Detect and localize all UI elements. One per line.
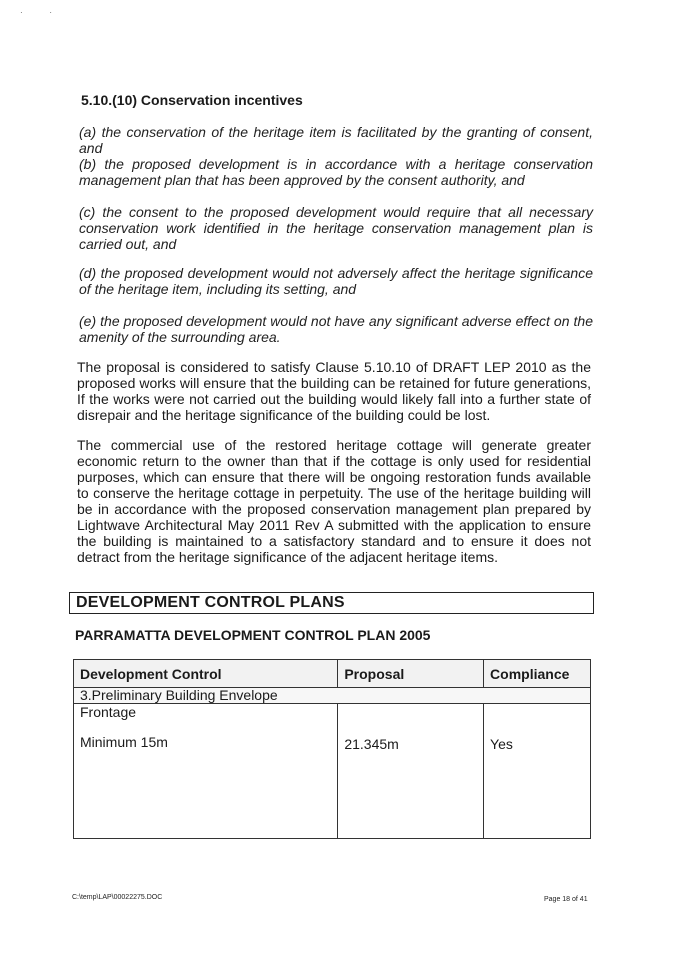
dcp-heading-box — [69, 592, 594, 614]
header-proposal: Proposal — [338, 660, 484, 688]
table-subsection-row — [74, 688, 591, 704]
subsection-label: 3.Preliminary Building Envelope — [74, 688, 591, 704]
compliance-cell: Yes — [484, 704, 591, 839]
clause-e: (e) the proposed development would not have any significant adverse effect on the amenity of the surrounding area. — [79, 313, 593, 345]
clause-a: (a) the conservation of the heritage item is facilitated by the granting of consent, and — [79, 124, 593, 156]
proposal-cell: 21.345m — [338, 704, 484, 839]
clause-b: (b) the proposed development is in accordance with a heritage conservation management plan that has been approved by the consent authority, and — [79, 156, 593, 188]
section-title: 5.10.(10) Conservation incentives — [81, 92, 303, 108]
paragraph-compliance: The proposal is considered to satisfy Clause 5.10.10 of DRAFT LEP 2010 as the proposed works will ensure that the building can be retained for future generations, If the works were not carried out the building would likely fall into a further state of disrepair and the heritage significance of the building could be lost. — [77, 359, 591, 423]
footer-file-path: C:\temp\LAP\00022275.DOC — [72, 894, 163, 901]
control-title: Frontage — [80, 704, 137, 720]
header-development-control: Development Control — [74, 660, 338, 688]
control-value: Minimum 15m — [80, 734, 168, 750]
clause-d: (d) the proposed development would not adversely affect the heritage significance of the heritage item, including its setting, and — [79, 265, 593, 297]
footer-page-number: Page 18 of 41 — [544, 896, 588, 903]
table-header-row — [74, 660, 591, 688]
clause-c: (c) the consent to the proposed development would require that all necessary conservation work identified in the heritage conservation management plan is carried out, and — [79, 204, 593, 252]
paragraph-commercial-use: The commercial use of the restored heritage cottage will generate greater economic return to the owner than that if the cottage is only used for residential purposes, which can ensure that there will be ongoing restoration funds available to conserve the heritage cottage in perpetuity. The use of the heritage building will be in accordance with the proposed conservation management plan prepared by Lightwave Architectural May 2011 Rev A submitted with the application to ensure the building is maintained to a satisfactory standard and to ensure it does not detract from the heritage significance of the adjacent heritage items. — [77, 437, 591, 565]
header-compliance: Compliance — [484, 660, 591, 688]
dcp-table — [73, 659, 591, 839]
scan-specks: · · — [20, 8, 52, 17]
dcp-heading: DEVELOPMENT CONTROL PLANS — [76, 594, 345, 611]
table-row — [74, 704, 591, 839]
control-cell — [74, 704, 338, 839]
dcp-subheading: PARRAMATTA DEVELOPMENT CONTROL PLAN 2005 — [75, 627, 431, 643]
